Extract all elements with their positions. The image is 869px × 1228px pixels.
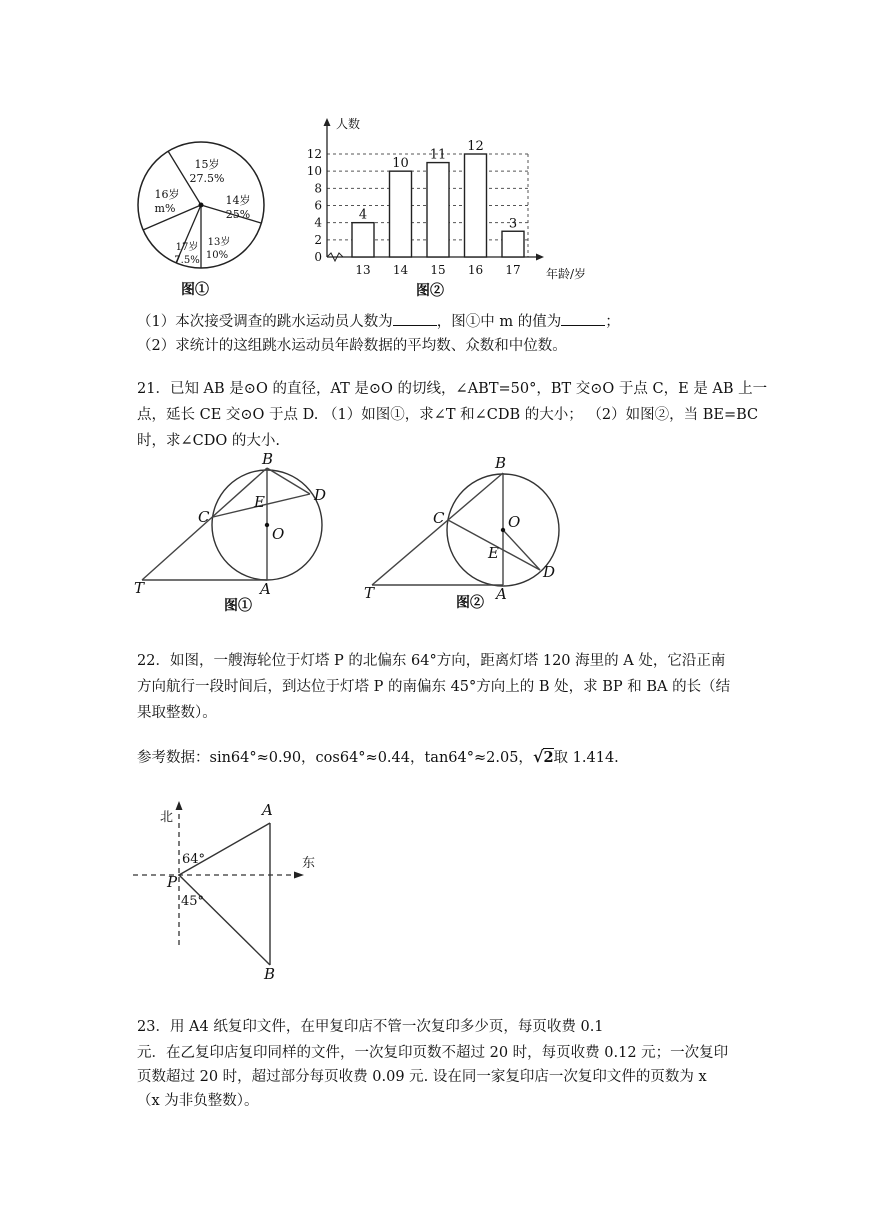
reference-suffix: 取 1.414. [553,750,619,766]
point-label: C [433,509,445,527]
x-axis-arrow [536,254,544,261]
q20-line1-c: ； [605,314,620,330]
q23-line1: 23．用 A4 纸复印文件，在甲复印店不管一次复印多少页，每页收费 0.1 [137,1019,604,1035]
point-label: O [508,513,521,531]
center-dot [501,528,505,532]
pie-caption: 图① [181,282,209,298]
north-label: 北 [160,810,174,825]
y-tick-label: 10 [306,164,322,179]
figure-caption: 图② [456,595,484,611]
point-label: E [488,544,499,562]
sqrt-symbol: √ [532,747,544,766]
pie-slice-value: 10% [205,250,229,261]
q20-line1-a: （1）本次接受调查的跳水运动员人数为 [137,314,393,330]
east-arrow [294,872,304,879]
x-tick-label: 15 [430,263,446,277]
q20-line2: （2）求统计的这组跳水运动员年龄数据的平均数、众数和中位数。 [137,338,567,354]
point-a-label: A [262,801,273,819]
point-label: T [134,579,145,597]
pie-slice-value: 7.5% [174,255,200,266]
x-tick-label: 14 [392,263,409,277]
pie-slice-value: 25% [225,208,251,221]
bar-value-label: 10 [392,156,409,172]
bar [465,154,487,257]
figure-caption: 图① [224,598,252,614]
segment-pa [179,823,270,875]
chord-bd [267,468,310,494]
pie-center [199,203,204,208]
q22-line1: 22．如图，一艘海轮位于灯塔 P 的北偏东 64°方向，距离灯塔 120 海里的 A 处，它沿正南 [137,653,726,669]
q21-figure-1 [130,450,350,615]
point-label: B [495,455,507,472]
center-dot [265,523,269,527]
bar [427,163,449,257]
pie-slice-label: 15岁 [194,158,220,171]
x-tick-label: 17 [505,263,521,277]
angle-64-label: 64° [182,852,206,867]
answer-blank [561,311,605,326]
point-label: O [272,525,285,543]
y-tick-label: 0 [314,250,322,264]
segment-od [503,530,540,570]
east-label: 东 [302,856,316,871]
sqrt-radicand: 2 [543,749,554,766]
pie-slice-label: 14岁 [225,194,251,207]
pie-chart [135,138,275,303]
x-tick-label: 16 [467,263,484,277]
q22-reference [137,743,619,772]
point-label: E [254,493,265,511]
point-label: D [314,486,327,504]
x-tick-label: 13 [355,263,371,277]
q22-line3: 果取整数）。 [137,705,217,721]
bar-caption: 图② [416,283,444,299]
q22-figure [128,795,328,985]
point-b-label: B [264,965,276,983]
y-tick-label: 4 [314,215,322,230]
pie-slice-label: 17岁 [175,242,199,253]
point-p-label: P [167,873,178,891]
answer-blank [393,311,437,326]
q20-line1 [137,309,620,336]
bar [390,171,412,257]
q21-line3: 时，求∠CDO 的大小. [137,433,280,449]
point-label: D [543,563,556,581]
y-tick-label: 6 [314,198,322,213]
bar [352,223,374,257]
bar-chart [300,112,600,302]
line-bt [372,473,503,585]
pie-slice-value: 27.5% [189,172,225,185]
segment-pb [179,875,270,965]
q21-line1: 21．已知 AB 是⊙O 的直径，AT 是⊙O 的切线，∠ABT=50°，BT 交⊙O 于点 C，E 是 AB 上一 [137,381,768,397]
point-label: T [364,584,375,602]
q23-line2: 元．在乙复印店复印同样的文件，一次复印页数不超过 20 时，每页收费 0.12 元；一次复印 [137,1045,729,1061]
q23-line3: 页数超过 20 时，超过部分每页收费 0.09 元. 设在同一家复印店一次复印文件的页数为 x [137,1069,707,1085]
q21-line2: 点，延长 CE 交⊙O 于点 D. （1）如图①，求∠T 和∠CDB 的大小； （2）如图②，当 BE=BC [137,407,759,423]
q23-line4: （x 为非负整数）。 [137,1093,259,1109]
point-label: A [260,580,271,598]
reference-prefix: 参考数据：sin64°≈0.90，cos64°≈0.44，tan64°≈2.05， [137,750,533,766]
x-axis-title: 年龄/岁 [546,267,587,281]
y-tick-label: 8 [314,181,322,196]
point-label: A [496,585,507,603]
bar [502,231,524,257]
pie-slice-value: m% [154,202,176,215]
north-arrow [176,801,183,810]
point-label: C [198,508,210,526]
q21-figure-2 [360,455,580,615]
y-axis-title: 人数 [336,117,361,131]
pie-slice-label: 13岁 [207,237,231,248]
bar-value-label: 4 [358,207,368,223]
bar-value-label: 12 [467,139,484,154]
point-label: B [262,450,274,468]
angle-45-label: 45° [181,894,205,909]
pie-slice-label: 16岁 [154,188,180,201]
q22-line2: 方向航行一段时间后，到达位于灯塔 P 的南偏东 45°方向上的 B 处，求 BP 和 BA 的长（结 [137,679,731,695]
bar-value-label: 3 [508,216,518,232]
y-axis-arrow [324,118,331,126]
y-tick-label: 2 [314,232,322,247]
y-tick-label: 12 [306,147,322,161]
bar-value-label: 11 [429,147,447,163]
q20-line1-b: ，图①中 m 的值为 [436,314,562,330]
